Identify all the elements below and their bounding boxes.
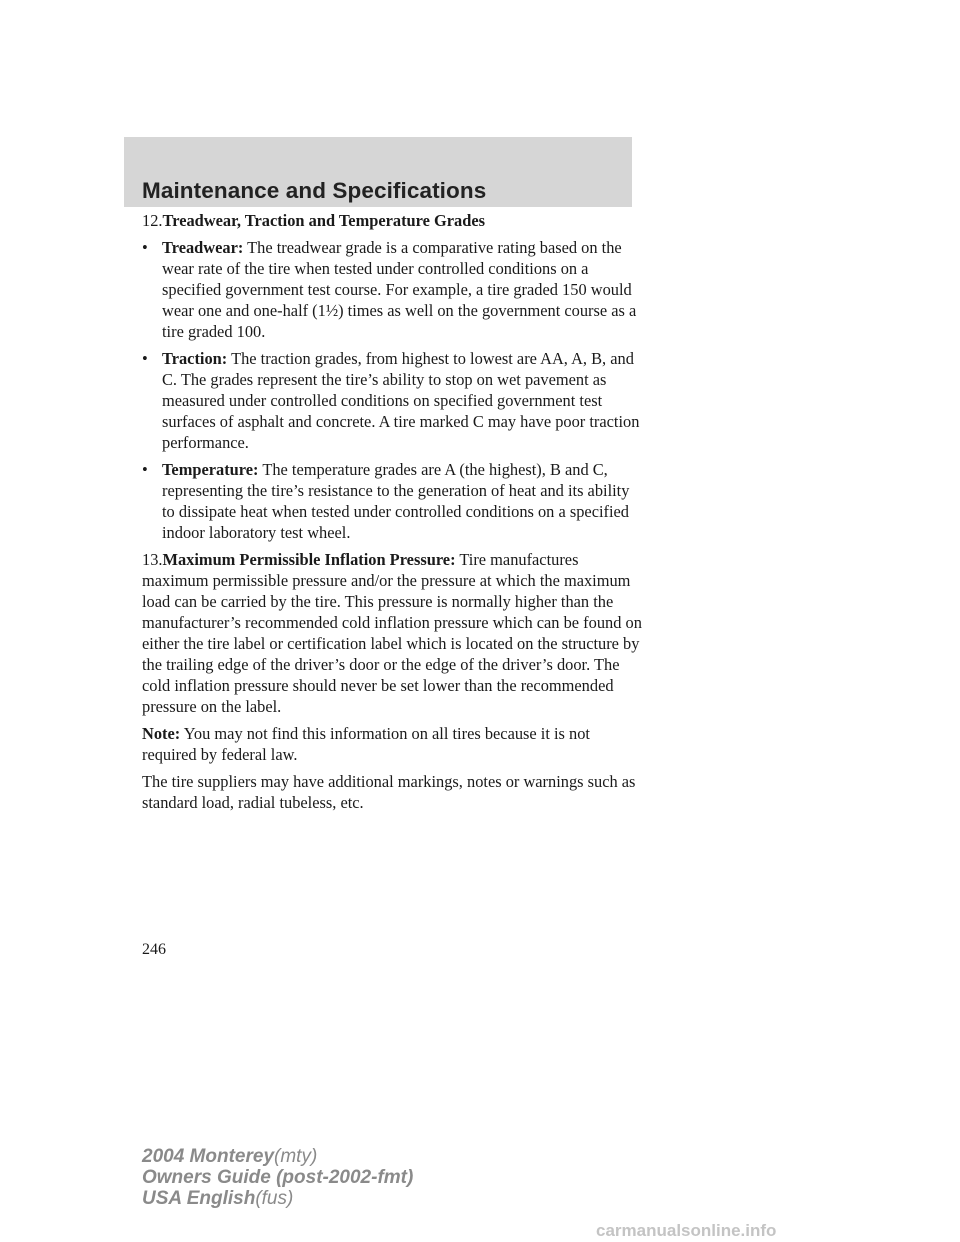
watermark-text: carmanualsonline.info — [596, 1221, 777, 1240]
closing-paragraph: The tire suppliers may have additional markings, notes or warnings such as standard load, radial tubeless, etc. — [142, 772, 636, 812]
section-13-paragraph — [142, 549, 642, 717]
bullet-text: The treadwear grade is a comparative rating based on the wear rate of the tire when tested under controlled conditions on a specified government test course. For example, a tire graded 150 would wear one and one-half (1½) times as well on the government course as a tire graded 100. — [162, 238, 637, 341]
page-content — [142, 210, 642, 819]
note-paragraph — [142, 723, 642, 765]
page-number: 246 — [142, 941, 166, 958]
bullet-dot: • — [142, 238, 148, 257]
bullet-label: Treadwear: — [162, 238, 244, 257]
footer-model: 2004 Monterey — [142, 1146, 275, 1167]
section-12-title: Treadwear, Traction and Temperature Grades — [162, 211, 485, 230]
footer-language-code: (fus) — [255, 1188, 294, 1209]
footer-language: USA English — [142, 1188, 256, 1209]
footer-line-2 — [142, 1167, 413, 1188]
section-13-title: Maximum Permissible Inflation Pressure: — [162, 550, 456, 569]
section-title: Maintenance and Specifications — [142, 178, 487, 203]
bullet-temperature — [142, 459, 642, 543]
bullet-text: The traction grades, from highest to lowest are AA, A, B, and C. The grades represent the tire’s ability to stop on wet pavement as measured under controlled conditions on specified government test surfaces of asphalt and concrete. A tire marked C may have poor traction performance. — [162, 349, 640, 452]
bullet-dot: • — [142, 349, 148, 368]
footer-guide: Owners Guide (post-2002-fmt) — [142, 1167, 414, 1188]
note-text: You may not find this information on all tires because it is not required by federal law. — [142, 724, 590, 764]
section-13-number: 13. — [142, 550, 163, 569]
section-12-heading — [142, 210, 642, 231]
bullet-label: Temperature: — [162, 460, 259, 479]
bullet-label: Traction: — [162, 349, 228, 368]
bullet-treadwear — [142, 237, 642, 342]
footer-line-1 — [142, 1146, 413, 1167]
footer-line-3 — [142, 1188, 413, 1209]
section-12-number: 12. — [142, 211, 163, 230]
bullet-traction — [142, 348, 642, 453]
section-13-text: Tire manufactures maximum permissible pressure and/or the pressure at which the maximum load can be carried by the tire. This pressure is normally higher than the manufacturer’s recommended cold inflation pressure which can be found on either the tire label or certification label which is located on the structure by the trailing edge of the driver’s door or the edge of the driver’s door. The cold inflation pressure should never be set lower than the recommended pressure on the label. — [142, 550, 642, 716]
bullet-text: The temperature grades are A (the highest), B and C, representing the tire’s resistance to the generation of heat and its ability to dissipate heat when tested under controlled conditions on a specified indoor laboratory test wheel. — [162, 460, 630, 542]
document-footer — [142, 1146, 413, 1209]
note-label: Note: — [142, 724, 181, 743]
footer-model-code: (mty) — [274, 1146, 318, 1167]
bullet-dot: • — [142, 460, 148, 479]
